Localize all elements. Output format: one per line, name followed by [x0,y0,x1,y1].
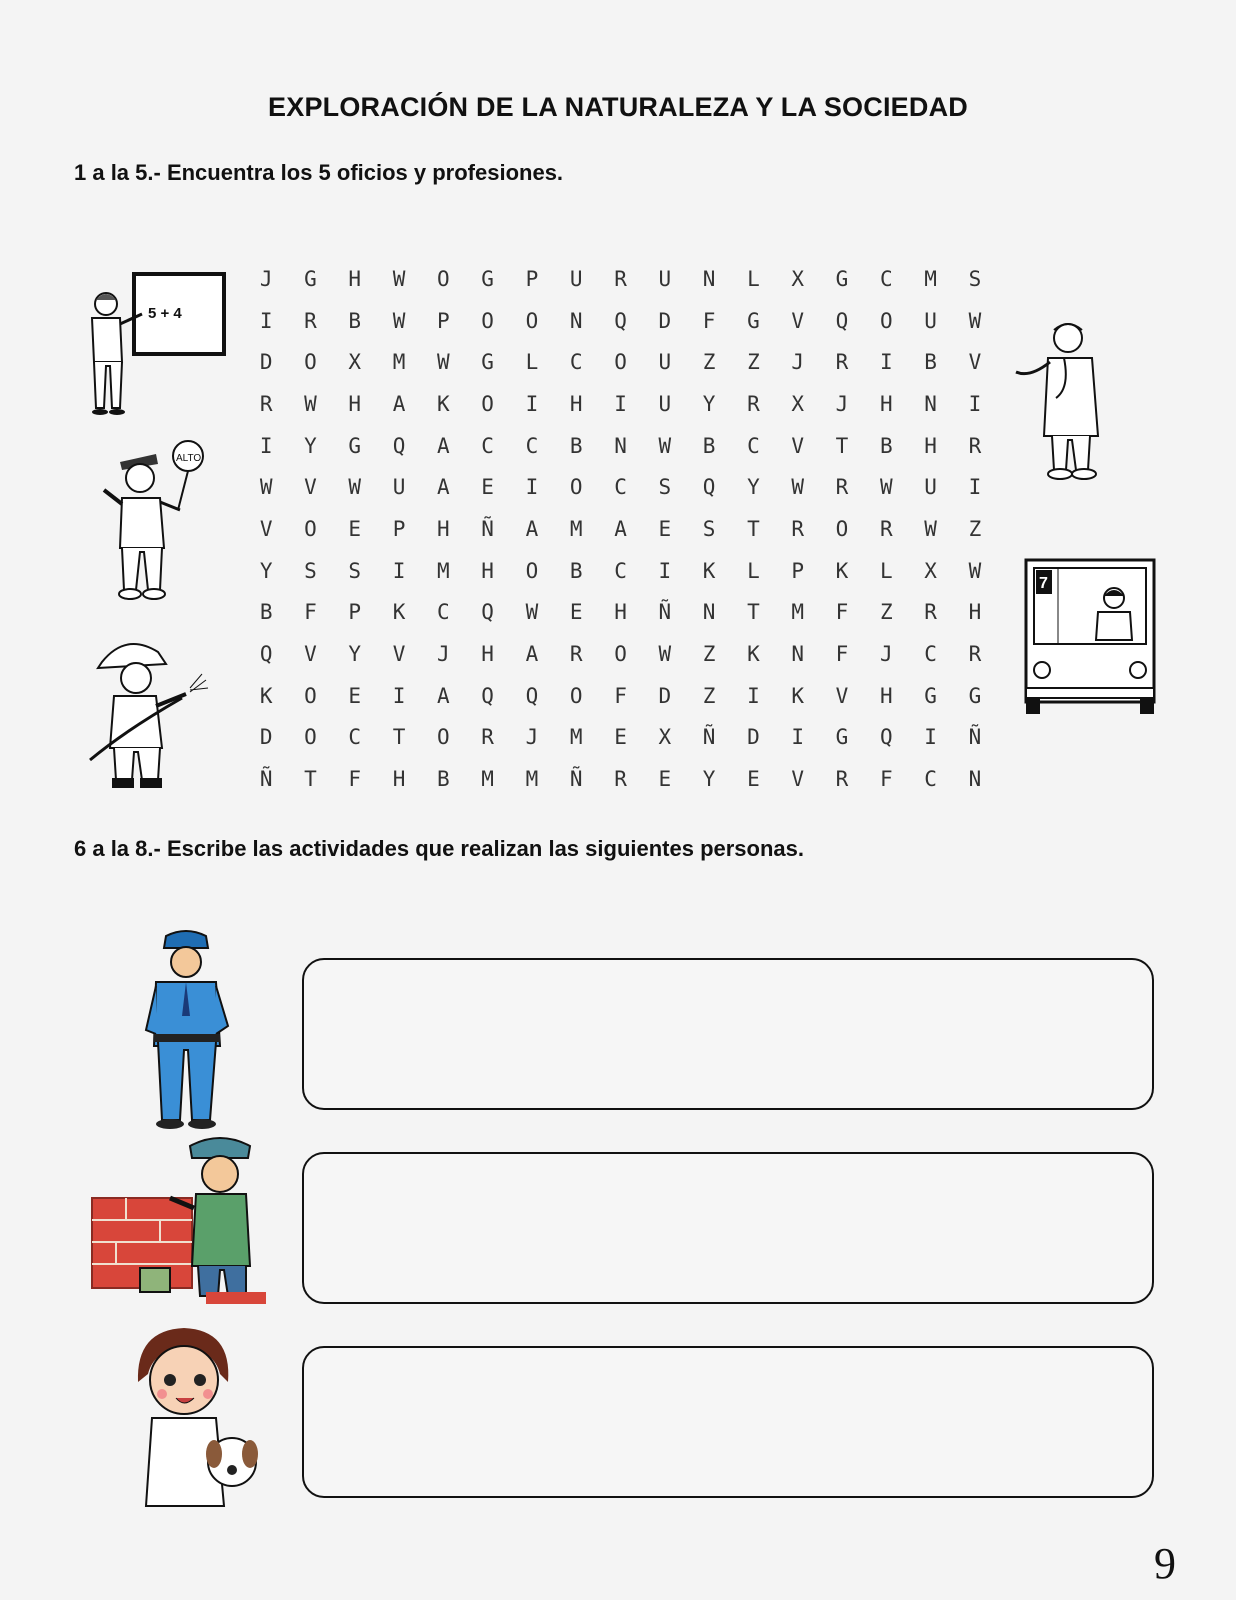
word-search-cell[interactable]: T [304,767,317,792]
word-search-cell[interactable]: D [747,725,760,750]
word-search-cell[interactable]: Y [747,475,760,500]
word-search-cell[interactable]: O [569,475,583,500]
word-search-cell[interactable]: Z [702,642,716,667]
word-search-cell[interactable]: N [924,391,937,416]
police-officer-illustration [142,926,238,1130]
word-search-cell[interactable]: R [747,391,760,416]
word-search-cell[interactable]: E [747,767,760,792]
word-search-cell[interactable]: Q [525,683,539,708]
word-search-cell[interactable]: W [924,516,937,541]
word-search-cell[interactable]: H [569,391,583,416]
word-search-cell[interactable]: S [304,558,317,583]
word-search-cell[interactable]: H [481,642,494,667]
word-search-cell[interactable]: W [968,308,982,333]
word-search-cell[interactable]: I [525,475,539,500]
word-search-cell[interactable]: Ñ [569,767,583,792]
word-search-cell[interactable]: S [348,558,362,583]
word-search-cell[interactable]: Y [348,642,362,667]
word-search-cell[interactable]: H [879,391,893,416]
word-search-cell[interactable]: E [658,516,672,541]
word-search-cell[interactable]: O [569,683,583,708]
word-search-cell[interactable]: A [392,391,406,416]
instruction-word-search: 1 a la 5.- Encuentra los 5 oficios y profesiones. [74,160,564,185]
word-search-cell[interactable]: G [924,683,937,708]
word-search-cell[interactable]: D [658,683,672,708]
word-search-cell[interactable]: D [658,308,672,333]
word-search-cell[interactable]: C [879,266,893,291]
word-search-cell[interactable]: H [348,266,362,291]
word-search-cell[interactable]: G [481,350,494,375]
word-search-cell[interactable]: R [614,266,627,291]
word-search-cell[interactable]: N [968,767,982,792]
word-search-cell[interactable]: W [348,475,362,500]
word-search-cell[interactable]: M [437,558,450,583]
word-search-cell[interactable]: V [835,683,849,708]
word-search-cell[interactable]: B [569,558,583,583]
word-search-cell[interactable]: F [835,600,849,625]
word-search-cell[interactable]: V [304,475,317,500]
word-search-cell[interactable]: C [569,350,583,375]
word-search-cell[interactable]: B [879,433,893,458]
word-search-cell[interactable]: V [392,642,406,667]
word-search-cell[interactable]: U [658,266,672,291]
word-search-cell[interactable]: S [968,266,982,291]
word-search-cell[interactable]: V [968,350,982,375]
word-search-cell[interactable]: C [747,433,760,458]
word-search-cell[interactable]: R [569,642,583,667]
word-search-cell[interactable]: R [968,642,982,667]
word-search-cell[interactable]: V [259,516,273,541]
word-search-cell[interactable]: P [525,266,539,291]
answer-box-police[interactable] [302,958,1154,1110]
word-search-cell[interactable]: O [614,642,627,667]
word-search-cell[interactable]: J [879,642,893,667]
word-search-cell[interactable]: N [569,308,583,333]
word-search-cell[interactable]: K [791,683,805,708]
word-search-cell[interactable]: V [791,433,805,458]
word-search-cell[interactable]: Ñ [481,516,494,541]
word-search-cell[interactable]: A [437,683,450,708]
word-search-cell[interactable]: O [481,308,494,333]
word-search-cell[interactable]: J [791,350,805,375]
bus-driver-illustration [1022,556,1158,728]
word-search-cell[interactable]: B [348,308,362,333]
word-search-cell[interactable]: G [835,725,849,750]
word-search-cell[interactable]: T [747,516,760,541]
word-search-grid [244,258,988,800]
word-search-cell[interactable]: O [481,391,494,416]
word-search-cell[interactable]: E [614,725,627,750]
word-search-cell[interactable]: K [747,642,760,667]
word-search-cell[interactable]: O [304,725,317,750]
answer-box-veterinarian[interactable] [302,1346,1154,1498]
word-search-cell[interactable]: R [614,767,627,792]
word-search-cell[interactable]: X [348,350,362,375]
word-search-cell[interactable]: K [392,600,406,625]
bus-number: 7 [1039,575,1048,592]
word-search-cell[interactable]: K [835,558,849,583]
word-search-cell[interactable]: T [835,433,849,458]
word-search-cell[interactable]: Y [304,433,317,458]
word-search-cell[interactable]: X [791,266,805,291]
word-search-cell[interactable]: W [259,475,273,500]
word-search-cell[interactable]: Q [702,475,716,500]
word-search-cell[interactable]: H [348,391,362,416]
word-search-cell[interactable]: W [392,308,406,333]
teacher-illustration [84,266,230,420]
word-search-cell[interactable]: Q [481,600,494,625]
word-search-cell[interactable]: I [658,558,672,583]
word-search-cell[interactable]: U [569,266,583,291]
word-search-cell[interactable]: O [304,516,317,541]
word-search-cell[interactable]: Z [747,350,760,375]
word-search-cell[interactable]: F [304,600,317,625]
word-search-cell[interactable]: M [525,767,539,792]
word-search-cell[interactable]: A [525,516,539,541]
word-search-cell[interactable]: C [525,433,539,458]
word-search-cell[interactable]: Y [702,391,716,416]
word-search-cell[interactable]: R [835,475,849,500]
board-text: 5 + 4 [148,305,182,322]
word-search-cell[interactable]: E [569,600,583,625]
word-search-cell[interactable]: U [658,350,672,375]
word-search-cell[interactable]: O [437,725,450,750]
word-search-cell[interactable]: R [481,725,494,750]
page-number: 9 [1154,1539,1176,1588]
word-search-cell[interactable]: P [348,600,362,625]
word-search-cell[interactable]: C [924,767,937,792]
word-search-cell[interactable]: I [614,391,627,416]
word-search-cell[interactable]: W [392,266,406,291]
word-search-cell[interactable]: G [968,683,982,708]
word-search-cell[interactable]: C [614,558,627,583]
bricklayer-illustration [86,1128,282,1310]
word-search-cell[interactable]: B [569,433,583,458]
firefighter-illustration [86,620,214,792]
word-search-cell[interactable]: A [437,475,450,500]
word-search-cell[interactable]: M [569,516,583,541]
word-search-cell[interactable]: F [835,642,849,667]
word-search-cell[interactable]: O [525,308,539,333]
word-search-cell[interactable]: U [924,475,937,500]
word-search-cell[interactable]: V [304,642,317,667]
page-title: EXPLORACIÓN DE LA NATURALEZA Y LA SOCIEDAD [268,92,968,122]
word-search-cell[interactable]: Ñ [259,767,273,792]
word-search-cell[interactable]: F [879,767,893,792]
word-search-cell[interactable]: R [835,350,849,375]
word-search-cell[interactable]: R [835,767,849,792]
word-search-cell[interactable]: M [791,600,805,625]
word-search-cell[interactable]: H [392,767,406,792]
word-search-cell[interactable]: J [437,642,450,667]
word-search-cell[interactable]: P [392,516,406,541]
word-search-cell[interactable]: W [791,475,805,500]
word-search-cell[interactable]: H [614,600,627,625]
word-search-cell[interactable]: G [747,308,760,333]
word-search-cell[interactable]: O [304,350,317,375]
word-search-cell[interactable]: D [259,350,273,375]
stop-sign-text: ALTO [176,453,202,464]
word-search-cell[interactable]: R [924,600,937,625]
word-search-cell[interactable]: W [968,558,982,583]
word-search-cell[interactable]: L [747,266,760,291]
word-search-cell[interactable]: Q [392,433,406,458]
word-search-cell[interactable]: J [835,391,849,416]
word-search-cell[interactable]: C [481,433,494,458]
word-search-cell[interactable]: Z [879,600,893,625]
word-search-cell[interactable]: H [481,558,494,583]
word-search-cell[interactable]: U [924,308,937,333]
word-search-cell[interactable]: U [658,391,672,416]
word-search-cell[interactable]: T [392,725,406,750]
word-search-cell[interactable]: H [924,433,937,458]
word-search-cell[interactable]: X [924,558,937,583]
word-search-cell[interactable]: L [525,350,539,375]
traffic-officer-illustration [98,440,216,604]
word-search-cell[interactable]: M [481,767,494,792]
word-search-cell[interactable]: I [259,433,273,458]
word-search-cell[interactable]: Q [481,683,494,708]
word-search-cell[interactable]: N [702,266,716,291]
word-search-cell[interactable]: R [791,516,805,541]
word-search-cell[interactable]: U [392,475,406,500]
word-search-cell[interactable]: R [259,391,273,416]
instruction-activities: 6 a la 8.- Escribe las actividades que realizan las siguientes personas. [74,836,805,861]
word-search-cell[interactable]: I [968,391,982,416]
word-search-cell[interactable]: K [702,558,716,583]
word-search-cell[interactable]: I [747,683,760,708]
word-search-cell[interactable]: F [614,683,627,708]
word-search-cell[interactable]: X [658,725,672,750]
word-search-cell[interactable]: Y [702,767,716,792]
word-search-cell[interactable]: Q [614,308,627,333]
word-search-cell[interactable]: C [924,642,937,667]
word-search-cell[interactable]: K [259,683,273,708]
word-search-cell[interactable]: C [437,600,450,625]
word-search-cell[interactable]: O [304,683,317,708]
word-search-cell[interactable]: Ñ [702,725,716,750]
word-search-cell[interactable]: F [348,767,362,792]
word-search-cell[interactable]: C [348,725,362,750]
word-search-cell[interactable]: Z [702,350,716,375]
word-search-cell[interactable]: G [835,266,849,291]
word-search-cell[interactable]: E [658,767,672,792]
word-search-cell[interactable]: S [658,475,672,500]
word-search-cell[interactable]: O [835,516,849,541]
word-search-cell[interactable]: G [481,266,494,291]
word-search-cell[interactable]: A [614,516,627,541]
veterinarian-illustration [128,1320,264,1510]
word-search-cell[interactable]: J [259,266,273,291]
word-search-cell[interactable]: N [614,433,627,458]
answer-box-bricklayer[interactable] [302,1152,1154,1304]
word-search-cell[interactable]: Ñ [658,600,672,625]
word-search-cell[interactable]: A [437,433,450,458]
word-search-cell[interactable]: I [392,683,406,708]
word-search-cell[interactable]: W [658,642,672,667]
word-search-cell[interactable]: L [879,558,893,583]
word-search-cell[interactable]: A [525,642,539,667]
word-search-cell[interactable]: O [437,266,450,291]
word-search-cell[interactable]: R [879,516,893,541]
word-search-cell[interactable]: O [525,558,539,583]
word-search-cell[interactable]: I [525,391,539,416]
word-search-cell[interactable]: E [348,516,362,541]
word-search-cell[interactable]: M [392,350,406,375]
word-search-cell[interactable]: H [879,683,893,708]
word-search-cell[interactable]: Z [968,516,982,541]
word-search-cell[interactable]: W [658,433,672,458]
word-search-cell[interactable]: C [614,475,627,500]
word-search-cell[interactable]: B [702,433,716,458]
doctor-illustration [1010,318,1114,486]
word-search-cell[interactable]: V [791,308,805,333]
word-search-cell[interactable]: I [259,308,273,333]
word-search-cell[interactable]: Q [835,308,849,333]
word-search-cell[interactable]: O [879,308,893,333]
word-search-cell[interactable]: H [968,600,982,625]
word-search-cell[interactable]: G [304,266,317,291]
word-search-cell[interactable]: Q [879,725,893,750]
word-search-cell[interactable]: H [437,516,450,541]
word-search-cell[interactable]: D [259,725,273,750]
word-search-cell[interactable]: W [525,600,539,625]
word-search-cell[interactable]: E [481,475,494,500]
word-search-cell[interactable]: B [437,767,450,792]
word-search-cell[interactable]: B [259,600,273,625]
word-search-cell[interactable]: K [437,391,450,416]
word-search-cell[interactable]: V [791,767,805,792]
word-search-cell[interactable]: J [525,725,539,750]
word-search-cell[interactable]: G [348,433,362,458]
word-search-cell[interactable]: N [791,642,805,667]
word-search-cell[interactable]: R [968,433,982,458]
word-search-cell[interactable]: W [304,391,317,416]
word-search-cell[interactable]: I [791,725,805,750]
word-search-cell[interactable]: P [437,308,450,333]
word-search-cell[interactable]: E [348,683,362,708]
word-search-cell[interactable]: M [569,725,583,750]
word-search-cell[interactable]: W [437,350,450,375]
word-search-cell[interactable]: Q [259,642,273,667]
word-search-cell[interactable]: Z [702,683,716,708]
word-search-cell[interactable]: L [747,558,760,583]
word-search-cell[interactable]: W [879,475,893,500]
word-search-cell[interactable]: O [614,350,627,375]
word-search-cell[interactable]: B [924,350,937,375]
word-search-cell[interactable]: N [702,600,716,625]
word-search-cell[interactable]: F [702,308,716,333]
word-search-cell[interactable]: M [924,266,937,291]
word-search-cell[interactable]: S [702,516,716,541]
word-search-cell[interactable]: T [747,600,760,625]
word-search-cell[interactable]: Y [259,558,273,583]
word-search-cell[interactable]: P [791,558,805,583]
word-search-cell[interactable]: X [791,391,805,416]
word-search-cell[interactable]: R [304,308,317,333]
word-search-cell[interactable]: I [968,475,982,500]
word-search-cell[interactable]: I [392,558,406,583]
word-search-cell[interactable]: I [879,350,893,375]
word-search-cell[interactable]: I [924,725,937,750]
word-search-cell[interactable]: Ñ [968,725,982,750]
